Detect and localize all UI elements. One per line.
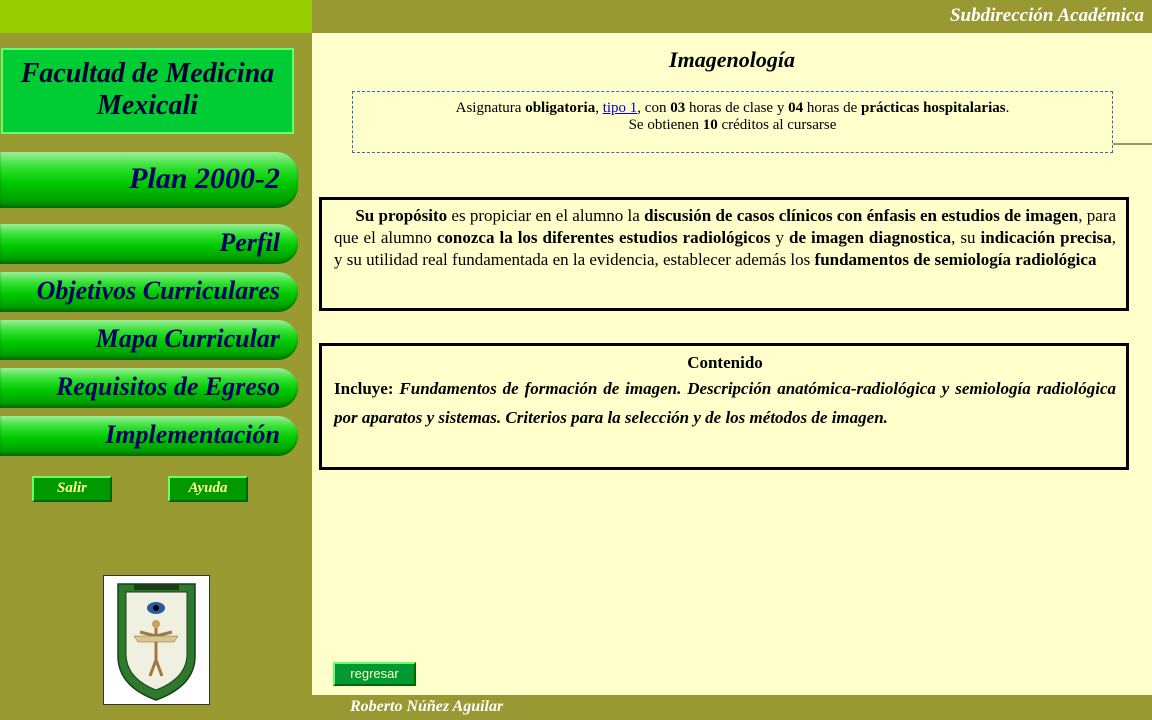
exit-button[interactable]: Salir (32, 476, 112, 502)
nav-requisitos-de-egreso[interactable] (0, 368, 298, 408)
course-info-box (352, 91, 1113, 153)
class-hours: 03 (670, 100, 686, 116)
university-crest-icon (104, 576, 209, 704)
tipo-link[interactable]: tipo 1 (602, 100, 638, 116)
plan-button[interactable] (0, 152, 298, 208)
content-heading: Contenido (687, 353, 763, 372)
info-practicas: prácticas hospitalarias (861, 100, 1006, 116)
nav-mapa-curricular[interactable] (0, 320, 298, 360)
nav-requisitos-label: Requisitos de Egreso (56, 372, 280, 401)
faculty-name: Facultad de Medicina (20, 58, 275, 89)
incluye-label: Incluye: (334, 379, 394, 398)
content-box (319, 343, 1129, 470)
divider (1113, 143, 1152, 145)
top-left-strip (0, 0, 312, 33)
author-name: Roberto Núñez Aguilar (350, 698, 504, 715)
course-info-line2: Se obtienen 10 créditos al cursarse (628, 117, 837, 133)
purpose-box: Su propósito es propiciar en el alumno la discusión de casos clínicos con énfasis en estudios de imagen, para que el alumno conozca la los diferentes estudios radiológicos y de imagen diagnostica, su indicación precisa, y su utilidad real fundamentada en la evidencia, establecer además los fundamentos de semiología radiológica (319, 197, 1129, 311)
credits: 10 (702, 117, 718, 133)
help-button[interactable]: Ayuda (168, 476, 248, 502)
course-info-line1: Asignatura obligatoria, tipo 1, con 03 horas de clase y 04 horas de prácticas hospitalarias. (455, 100, 1010, 116)
nav-implementacion[interactable] (0, 416, 298, 456)
purpose-label: Su propósito (355, 206, 448, 225)
content-body: Incluye: Fundamentos de formación de imagen. Descripción anatómica-radiológica y semiología radiológica por aparatos y sistemas. Criterios para la selección y de los métodos de imagen. (334, 379, 1116, 427)
department-title: Subdirección Académica (949, 5, 1144, 26)
bottom-banner (312, 695, 1152, 720)
practice-hours: 04 (788, 100, 804, 116)
page-title: Imagenología (669, 47, 795, 72)
back-button[interactable]: regresar (333, 662, 416, 686)
nav-objetivos-curriculares[interactable] (0, 272, 298, 312)
info-obligatoria: obligatoria (525, 100, 596, 116)
faculty-title-box (1, 48, 294, 134)
nav-objetivos-label: Objetivos Curriculares (36, 276, 280, 305)
nav-implementacion-label: Implementación (105, 420, 280, 449)
top-banner (312, 0, 1152, 33)
nav-perfil[interactable] (0, 224, 298, 264)
nav-mapa-label: Mapa Curricular (95, 324, 280, 353)
faculty-city: Mexicali (96, 90, 199, 121)
nav-perfil-label: Perfil (219, 228, 280, 257)
plan-label: Plan 2000-2 (129, 162, 280, 195)
university-logo (103, 575, 210, 705)
